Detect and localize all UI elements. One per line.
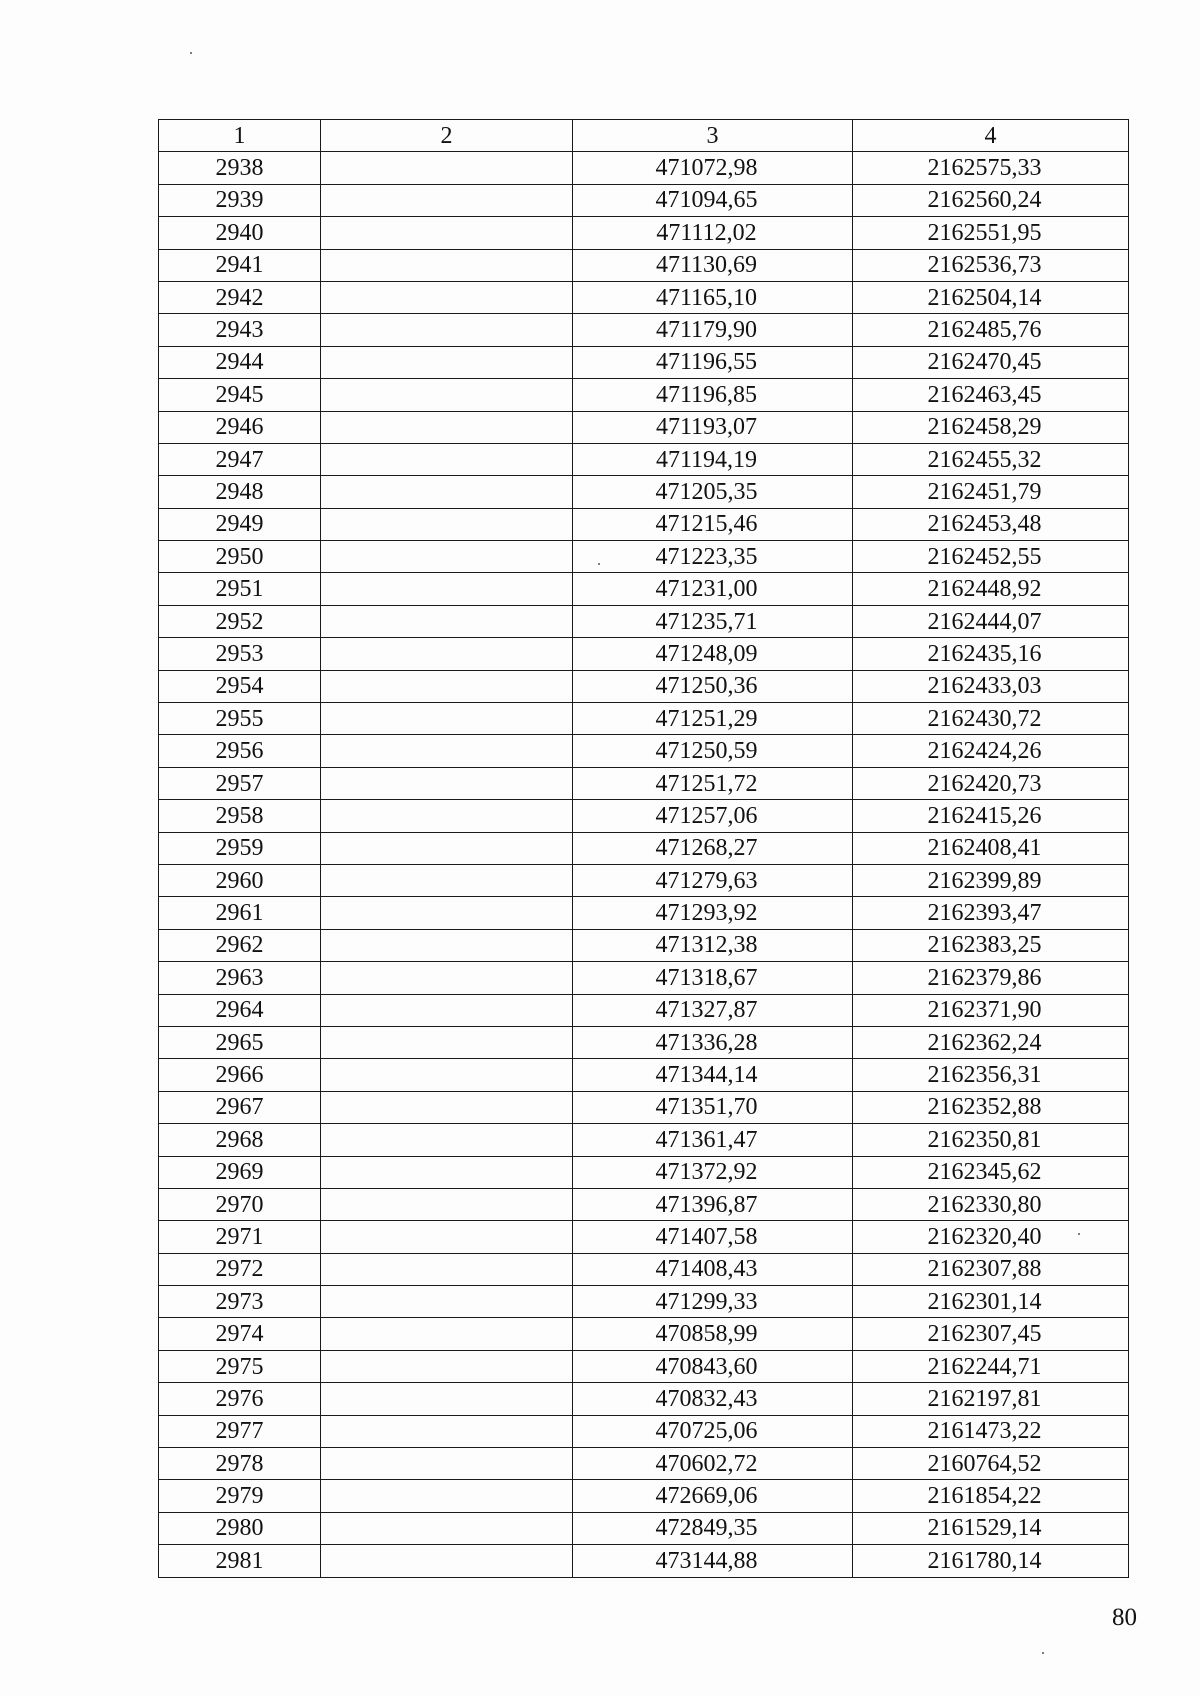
x-coordinate-cell: 470602,72: [573, 1448, 853, 1480]
name-cell: [321, 573, 573, 605]
y-coordinate-cell: 2162415,26: [853, 800, 1129, 832]
table-row: [159, 411, 1129, 443]
point-number-cell: 2968: [159, 1124, 321, 1156]
name-cell: [321, 1318, 573, 1350]
point-number-cell: 2967: [159, 1091, 321, 1123]
y-coordinate-cell: 2162320,40: [853, 1221, 1129, 1253]
y-coordinate-cell: 2162197,81: [853, 1383, 1129, 1415]
table-row: [159, 184, 1129, 216]
point-number-cell: 2973: [159, 1286, 321, 1318]
x-coordinate-cell: 471130,69: [573, 249, 853, 281]
point-number-cell: 2948: [159, 476, 321, 508]
point-number-cell: 2952: [159, 605, 321, 637]
x-coordinate-cell: 472849,35: [573, 1512, 853, 1544]
table-row: [159, 1091, 1129, 1123]
x-coordinate-cell: 471318,67: [573, 962, 853, 994]
table-row: [159, 1286, 1129, 1318]
x-coordinate-cell: 471396,87: [573, 1188, 853, 1220]
y-coordinate-cell: 2162463,45: [853, 379, 1129, 411]
y-coordinate-cell: 2162448,92: [853, 573, 1129, 605]
x-coordinate-cell: 471327,87: [573, 994, 853, 1026]
point-number-cell: 2947: [159, 443, 321, 475]
table-row: [159, 508, 1129, 540]
name-cell: [321, 1026, 573, 1058]
table-row: [159, 1059, 1129, 1091]
point-number-cell: 2958: [159, 800, 321, 832]
y-coordinate-cell: 2162451,79: [853, 476, 1129, 508]
table-row: [159, 379, 1129, 411]
point-number-cell: 2971: [159, 1221, 321, 1253]
table-row: [159, 541, 1129, 573]
point-number-cell: 2956: [159, 735, 321, 767]
y-coordinate-cell: 2162560,24: [853, 184, 1129, 216]
name-cell: [321, 703, 573, 735]
point-number-cell: 2940: [159, 217, 321, 249]
table-row: [159, 346, 1129, 378]
point-number-cell: 2962: [159, 929, 321, 961]
scan-speck: [190, 52, 192, 54]
x-coordinate-cell: 471408,43: [573, 1253, 853, 1285]
y-coordinate-cell: 2162504,14: [853, 281, 1129, 313]
x-coordinate-cell: 471215,46: [573, 508, 853, 540]
name-cell: [321, 670, 573, 702]
name-cell: [321, 605, 573, 637]
y-coordinate-cell: 2162444,07: [853, 605, 1129, 637]
x-coordinate-cell: 471194,19: [573, 443, 853, 475]
table-row: [159, 1480, 1129, 1512]
y-coordinate-cell: 2162420,73: [853, 767, 1129, 799]
x-coordinate-cell: 470832,43: [573, 1383, 853, 1415]
table-row: [159, 249, 1129, 281]
table-row: [159, 929, 1129, 961]
name-cell: [321, 379, 573, 411]
y-coordinate-cell: 2162379,86: [853, 962, 1129, 994]
x-coordinate-cell: 471235,71: [573, 605, 853, 637]
name-cell: [321, 541, 573, 573]
name-cell: [321, 929, 573, 961]
x-coordinate-cell: 470843,60: [573, 1350, 853, 1382]
point-number-cell: 2980: [159, 1512, 321, 1544]
name-cell: [321, 1059, 573, 1091]
name-cell: [321, 346, 573, 378]
name-cell: [321, 508, 573, 540]
table-body: [159, 152, 1129, 1577]
y-coordinate-cell: 2162575,33: [853, 152, 1129, 184]
y-coordinate-cell: 2162536,73: [853, 249, 1129, 281]
point-number-cell: 2974: [159, 1318, 321, 1350]
name-cell: [321, 962, 573, 994]
y-coordinate-cell: 2162551,95: [853, 217, 1129, 249]
x-coordinate-cell: 471193,07: [573, 411, 853, 443]
x-coordinate-cell: 472669,06: [573, 1480, 853, 1512]
header-row: [159, 120, 1129, 152]
y-coordinate-cell: 2162485,76: [853, 314, 1129, 346]
x-coordinate-cell: 471268,27: [573, 832, 853, 864]
point-number-cell: 2961: [159, 897, 321, 929]
table-row: [159, 1512, 1129, 1544]
name-cell: [321, 800, 573, 832]
point-number-cell: 2965: [159, 1026, 321, 1058]
table-row: [159, 767, 1129, 799]
point-number-cell: 2946: [159, 411, 321, 443]
y-coordinate-cell: 2162452,55: [853, 541, 1129, 573]
x-coordinate-cell: 471257,06: [573, 800, 853, 832]
name-cell: [321, 184, 573, 216]
x-coordinate-cell: 471299,33: [573, 1286, 853, 1318]
point-number-cell: 2954: [159, 670, 321, 702]
table-row: [159, 670, 1129, 702]
y-coordinate-cell: 2162345,62: [853, 1156, 1129, 1188]
point-number-cell: 2960: [159, 864, 321, 896]
table-row: [159, 1253, 1129, 1285]
table-row: [159, 1026, 1129, 1058]
x-coordinate-cell: 473144,88: [573, 1545, 853, 1577]
x-coordinate-cell: 471351,70: [573, 1091, 853, 1123]
point-number-cell: 2977: [159, 1415, 321, 1447]
point-number-cell: 2944: [159, 346, 321, 378]
name-cell: [321, 1253, 573, 1285]
name-cell: [321, 1188, 573, 1220]
y-coordinate-cell: 2162301,14: [853, 1286, 1129, 1318]
name-cell: [321, 1448, 573, 1480]
y-coordinate-cell: 2162393,47: [853, 897, 1129, 929]
y-coordinate-cell: 2162399,89: [853, 864, 1129, 896]
column-header-3: 3: [573, 120, 853, 152]
name-cell: [321, 1383, 573, 1415]
y-coordinate-cell: 2162383,25: [853, 929, 1129, 961]
x-coordinate-cell: 471179,90: [573, 314, 853, 346]
y-coordinate-cell: 2162244,71: [853, 1350, 1129, 1382]
name-cell: [321, 864, 573, 896]
table-row: [159, 832, 1129, 864]
point-number-cell: 2941: [159, 249, 321, 281]
name-cell: [321, 281, 573, 313]
name-cell: [321, 767, 573, 799]
table-row: [159, 573, 1129, 605]
y-coordinate-cell: 2162356,31: [853, 1059, 1129, 1091]
x-coordinate-cell: 471165,10: [573, 281, 853, 313]
x-coordinate-cell: 471312,38: [573, 929, 853, 961]
x-coordinate-cell: 471072,98: [573, 152, 853, 184]
y-coordinate-cell: 2162435,16: [853, 638, 1129, 670]
name-cell: [321, 832, 573, 864]
point-number-cell: 2955: [159, 703, 321, 735]
name-cell: [321, 1091, 573, 1123]
x-coordinate-cell: 471094,65: [573, 184, 853, 216]
name-cell: [321, 1545, 573, 1577]
y-coordinate-cell: 2162453,48: [853, 508, 1129, 540]
table-row: [159, 800, 1129, 832]
point-number-cell: 2953: [159, 638, 321, 670]
name-cell: [321, 1221, 573, 1253]
y-coordinate-cell: 2162458,29: [853, 411, 1129, 443]
x-coordinate-cell: 471250,59: [573, 735, 853, 767]
x-coordinate-cell: 471279,63: [573, 864, 853, 896]
page-number: 80: [1112, 1604, 1137, 1631]
name-cell: [321, 217, 573, 249]
y-coordinate-cell: 2160764,52: [853, 1448, 1129, 1480]
name-cell: [321, 638, 573, 670]
x-coordinate-cell: 471196,55: [573, 346, 853, 378]
table-row: [159, 1350, 1129, 1382]
table-row: [159, 443, 1129, 475]
table-row: [159, 476, 1129, 508]
point-number-cell: 2969: [159, 1156, 321, 1188]
y-coordinate-cell: 2162424,26: [853, 735, 1129, 767]
point-number-cell: 2966: [159, 1059, 321, 1091]
point-number-cell: 2976: [159, 1383, 321, 1415]
point-number-cell: 2959: [159, 832, 321, 864]
y-coordinate-cell: 2161473,22: [853, 1415, 1129, 1447]
name-cell: [321, 1286, 573, 1318]
x-coordinate-cell: 470858,99: [573, 1318, 853, 1350]
y-coordinate-cell: 2161529,14: [853, 1512, 1129, 1544]
column-header-4: 4: [853, 120, 1129, 152]
x-coordinate-cell: 471336,28: [573, 1026, 853, 1058]
y-coordinate-cell: 2162352,88: [853, 1091, 1129, 1123]
table-row: [159, 1415, 1129, 1447]
point-number-cell: 2957: [159, 767, 321, 799]
name-cell: [321, 249, 573, 281]
point-number-cell: 2938: [159, 152, 321, 184]
x-coordinate-cell: 471112,02: [573, 217, 853, 249]
name-cell: [321, 152, 573, 184]
x-coordinate-cell: 471196,85: [573, 379, 853, 411]
point-number-cell: 2963: [159, 962, 321, 994]
name-cell: [321, 1415, 573, 1447]
point-number-cell: 2943: [159, 314, 321, 346]
y-coordinate-cell: 2162470,45: [853, 346, 1129, 378]
y-coordinate-cell: 2162371,90: [853, 994, 1129, 1026]
table-row: [159, 1188, 1129, 1220]
table-row: [159, 703, 1129, 735]
point-number-cell: 2978: [159, 1448, 321, 1480]
name-cell: [321, 476, 573, 508]
name-cell: [321, 443, 573, 475]
name-cell: [321, 1124, 573, 1156]
point-number-cell: 2939: [159, 184, 321, 216]
x-coordinate-cell: 471231,00: [573, 573, 853, 605]
point-number-cell: 2979: [159, 1480, 321, 1512]
name-cell: [321, 411, 573, 443]
table-row: [159, 994, 1129, 1026]
x-coordinate-cell: 470725,06: [573, 1415, 853, 1447]
table-row: [159, 1124, 1129, 1156]
x-coordinate-cell: 471251,72: [573, 767, 853, 799]
name-cell: [321, 897, 573, 929]
name-cell: [321, 1156, 573, 1188]
y-coordinate-cell: 2162330,80: [853, 1188, 1129, 1220]
x-coordinate-cell: 471344,14: [573, 1059, 853, 1091]
name-cell: [321, 1350, 573, 1382]
coordinates-table: [158, 119, 1129, 1578]
y-coordinate-cell: 2162307,88: [853, 1253, 1129, 1285]
point-number-cell: 2951: [159, 573, 321, 605]
x-coordinate-cell: 471205,35: [573, 476, 853, 508]
point-number-cell: 2945: [159, 379, 321, 411]
x-coordinate-cell: 471251,29: [573, 703, 853, 735]
table-row: [159, 638, 1129, 670]
point-number-cell: 2981: [159, 1545, 321, 1577]
table-row: [159, 1221, 1129, 1253]
x-coordinate-cell: 471223,35: [573, 541, 853, 573]
table-row: [159, 152, 1129, 184]
name-cell: [321, 314, 573, 346]
point-number-cell: 2970: [159, 1188, 321, 1220]
x-coordinate-cell: 471293,92: [573, 897, 853, 929]
point-number-cell: 2949: [159, 508, 321, 540]
name-cell: [321, 735, 573, 767]
table-row: [159, 314, 1129, 346]
y-coordinate-cell: 2162430,72: [853, 703, 1129, 735]
column-header-1: 1: [159, 120, 321, 152]
x-coordinate-cell: 471361,47: [573, 1124, 853, 1156]
y-coordinate-cell: 2161854,22: [853, 1480, 1129, 1512]
name-cell: [321, 1512, 573, 1544]
y-coordinate-cell: 2162408,41: [853, 832, 1129, 864]
x-coordinate-cell: 471248,09: [573, 638, 853, 670]
point-number-cell: 2972: [159, 1253, 321, 1285]
y-coordinate-cell: 2161780,14: [853, 1545, 1129, 1577]
y-coordinate-cell: 2162455,32: [853, 443, 1129, 475]
table-row: [159, 1448, 1129, 1480]
x-coordinate-cell: 471250,36: [573, 670, 853, 702]
table-row: [159, 1156, 1129, 1188]
table-row: [159, 605, 1129, 637]
y-coordinate-cell: 2162433,03: [853, 670, 1129, 702]
y-coordinate-cell: 2162307,45: [853, 1318, 1129, 1350]
y-coordinate-cell: 2162350,81: [853, 1124, 1129, 1156]
scan-speck: [1042, 1652, 1044, 1654]
name-cell: [321, 994, 573, 1026]
point-number-cell: 2975: [159, 1350, 321, 1382]
x-coordinate-cell: 471372,92: [573, 1156, 853, 1188]
table-row: [159, 1383, 1129, 1415]
table-row: [159, 864, 1129, 896]
table-row: [159, 1318, 1129, 1350]
point-number-cell: 2964: [159, 994, 321, 1026]
table-row: [159, 1545, 1129, 1577]
table-row: [159, 281, 1129, 313]
column-header-2: 2: [321, 120, 573, 152]
x-coordinate-cell: 471407,58: [573, 1221, 853, 1253]
name-cell: [321, 1480, 573, 1512]
table-row: [159, 217, 1129, 249]
point-number-cell: 2950: [159, 541, 321, 573]
point-number-cell: 2942: [159, 281, 321, 313]
table-row: [159, 962, 1129, 994]
table-row: [159, 735, 1129, 767]
y-coordinate-cell: 2162362,24: [853, 1026, 1129, 1058]
table-row: [159, 897, 1129, 929]
